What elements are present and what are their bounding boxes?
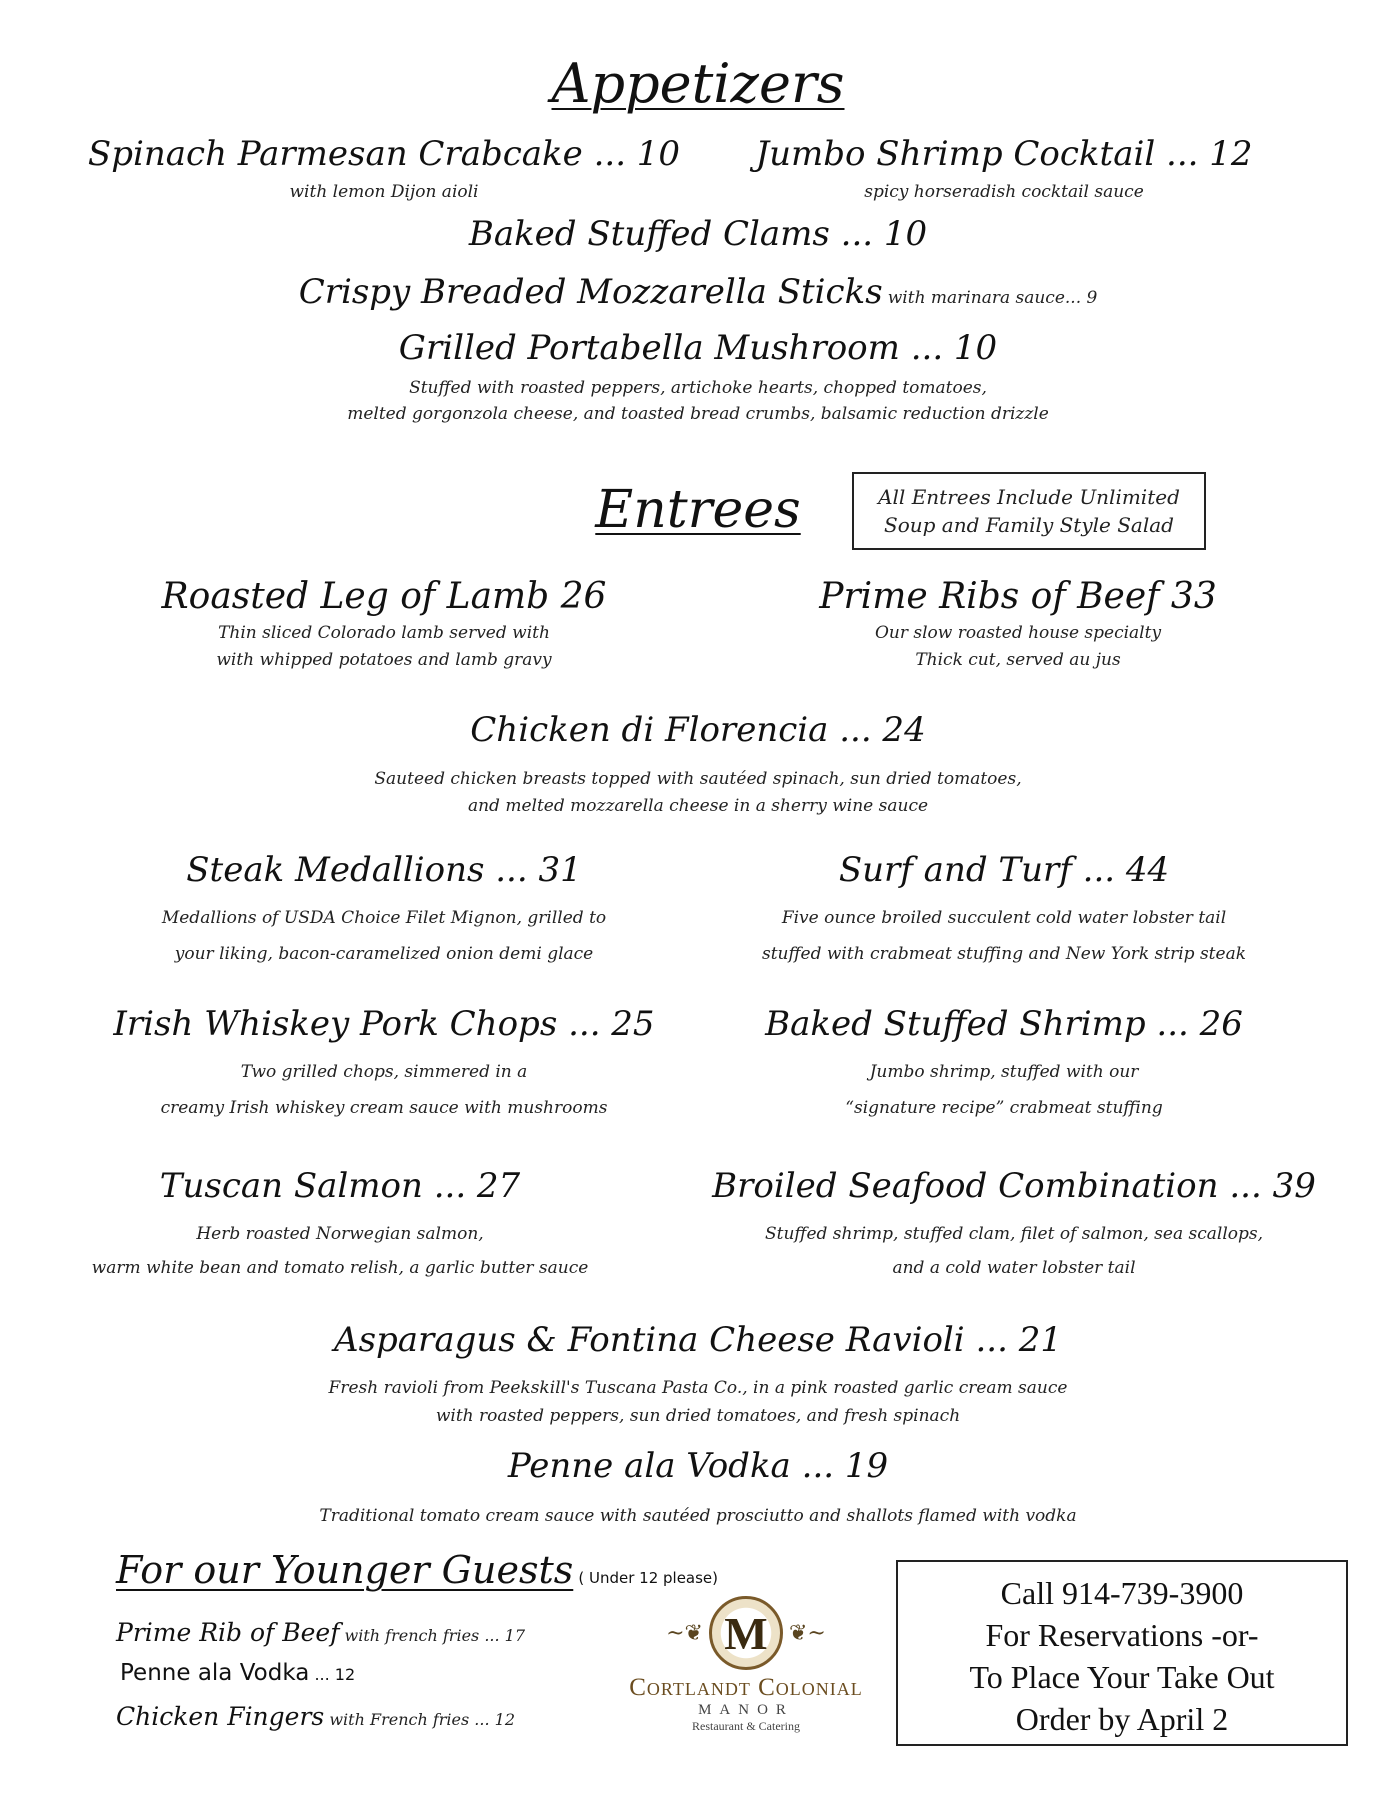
appetizer-name: Spinach Parmesan Crabcake ... 10 <box>87 134 681 174</box>
entree-desc: warm white bean and tomato relish, a garlic butter sauce <box>91 1258 589 1278</box>
appetizer-desc: Stuffed with roasted peppers, artichoke hearts, chopped tomatoes, <box>409 378 987 398</box>
entree-name: Roasted Leg of Lamb 26 <box>161 576 607 617</box>
entree-desc: and a cold water lobster tail <box>892 1258 1136 1278</box>
entree-desc: with roasted peppers, sun dried tomatoes, and fresh spinach <box>435 1406 961 1426</box>
entree-name: Chicken di Florencia ... 24 <box>470 710 926 750</box>
entrees-note-line: Soup and Family Style Salad <box>884 513 1174 537</box>
entree-desc: Our slow roasted house specialty <box>874 623 1162 643</box>
contact-line: Order by April 2 <box>1015 1701 1229 1737</box>
logo-tagline: Restaurant & Catering <box>692 1719 800 1733</box>
entree-name: Baked Stuffed Shrimp ... 26 <box>765 1004 1243 1044</box>
entree-desc: Sauteed chicken breasts topped with sautéed spinach, sun dried tomatoes, <box>374 769 1022 789</box>
appetizers-heading: Appetizers <box>551 52 845 115</box>
entrees-note-box <box>852 472 1206 550</box>
flourish-right-icon: ❦~ <box>789 1620 826 1646</box>
entree-desc: Thick cut, served au jus <box>915 650 1121 670</box>
appetizer-name: Grilled Portabella Mushroom ... 10 <box>398 328 998 368</box>
appetizer-extra: with marinara sauce... 9 <box>887 288 1098 308</box>
entree-name: Irish Whiskey Pork Chops ... 25 <box>113 1004 655 1044</box>
appetizer-name: Jumbo Shrimp Cocktail ... 12 <box>755 134 1253 174</box>
kids-item <box>116 1618 525 1647</box>
entree-desc: with whipped potatoes and lamb gravy <box>216 650 552 670</box>
kids-item-name: Chicken Fingers <box>116 1702 325 1731</box>
contact-line: To Place Your Take Out <box>969 1659 1275 1695</box>
kids-subtitle: ( Under 12 please) <box>578 1569 719 1587</box>
kids-item <box>116 1702 515 1731</box>
kids-item-name: Penne ala Vodka <box>120 1660 310 1686</box>
entrees-heading: Entrees <box>595 480 801 540</box>
entree-desc: Herb roasted Norwegian salmon, <box>196 1224 484 1244</box>
kids-heading: For our Younger Guests <box>116 1548 574 1592</box>
appetizer-desc: with lemon Dijon aioli <box>289 182 479 202</box>
logo-emblem <box>709 1596 783 1670</box>
entree-desc: Fresh ravioli from Peekskill's Tuscana Pasta Co., in a pink roasted garlic cream sauce <box>328 1378 1068 1398</box>
kids-item <box>120 1660 355 1686</box>
entree-desc: Traditional tomato cream sauce with sautéed prosciutto and shallots flamed with vodka <box>319 1506 1077 1526</box>
contact-line: For Reservations -or- <box>985 1617 1259 1653</box>
kids-item-extra: with french fries ... 17 <box>344 1626 526 1645</box>
appetizer-desc: spicy horseradish cocktail sauce <box>864 182 1144 202</box>
restaurant-logo <box>620 1596 872 1736</box>
entree-desc: Two grilled chops, simmered in a <box>240 1062 528 1082</box>
entree-desc: Thin sliced Colorado lamb served with <box>218 623 550 643</box>
entree-desc: Stuffed shrimp, stuffed clam, filet of salmon, sea scallops, <box>764 1224 1264 1244</box>
entree-name: Asparagus & Fontina Cheese Ravioli ... 21 <box>334 1320 1062 1360</box>
entree-name: Surf and Turf ... 44 <box>838 850 1170 890</box>
entree-desc: Medallions of USDA Choice Filet Mignon, grilled to <box>161 908 607 928</box>
entree-desc: stuffed with crabmeat stuffing and New York strip steak <box>761 944 1247 964</box>
entree-name: Broiled Seafood Combination ... 39 <box>712 1166 1316 1206</box>
entree-desc: “signature recipe” crabmeat stuffing <box>845 1098 1163 1118</box>
entree-desc: Five ounce broiled succulent cold water lobster tail <box>781 908 1227 928</box>
appetizer-desc: melted gorgonzola cheese, and toasted bread crumbs, balsamic reduction drizzle <box>347 404 1049 424</box>
entree-desc: and melted mozzarella cheese in a sherry wine sauce <box>467 796 929 816</box>
logo-letter: M <box>724 1607 768 1659</box>
entree-name: Steak Medallions ... 31 <box>186 850 582 890</box>
entree-desc: creamy Irish whiskey cream sauce with mushrooms <box>160 1098 608 1118</box>
contact-line: Call 914-739-3900 <box>1000 1575 1244 1611</box>
kids-item-extra: with French fries ... 12 <box>329 1710 516 1729</box>
flourish-left-icon: ~❦ <box>666 1620 703 1646</box>
contact-box <box>896 1560 1348 1746</box>
entree-name: Penne ala Vodka ... 19 <box>507 1446 889 1486</box>
kids-item-name: Prime Rib of Beef <box>116 1618 340 1647</box>
entree-name: Prime Ribs of Beef 33 <box>819 576 1217 617</box>
logo-name: Cortlandt Colonial <box>629 1674 863 1701</box>
entree-name: Tuscan Salmon ... 27 <box>159 1166 521 1206</box>
entree-desc: your liking, bacon-caramelized onion demi glace <box>174 944 594 964</box>
entrees-note-line: All Entrees Include Unlimited <box>878 485 1180 509</box>
entree-desc: Jumbo shrimp, stuffed with our <box>869 1062 1139 1082</box>
appetizer-name: Crispy Breaded Mozzarella Sticks <box>298 272 883 312</box>
appetizer-name: Baked Stuffed Clams ... 10 <box>468 214 928 254</box>
kids-item-extra: ... 12 <box>314 1665 356 1684</box>
appetizer-row <box>299 272 1098 312</box>
logo-sub: MANOR <box>698 1702 794 1718</box>
kids-heading-row <box>116 1548 718 1592</box>
